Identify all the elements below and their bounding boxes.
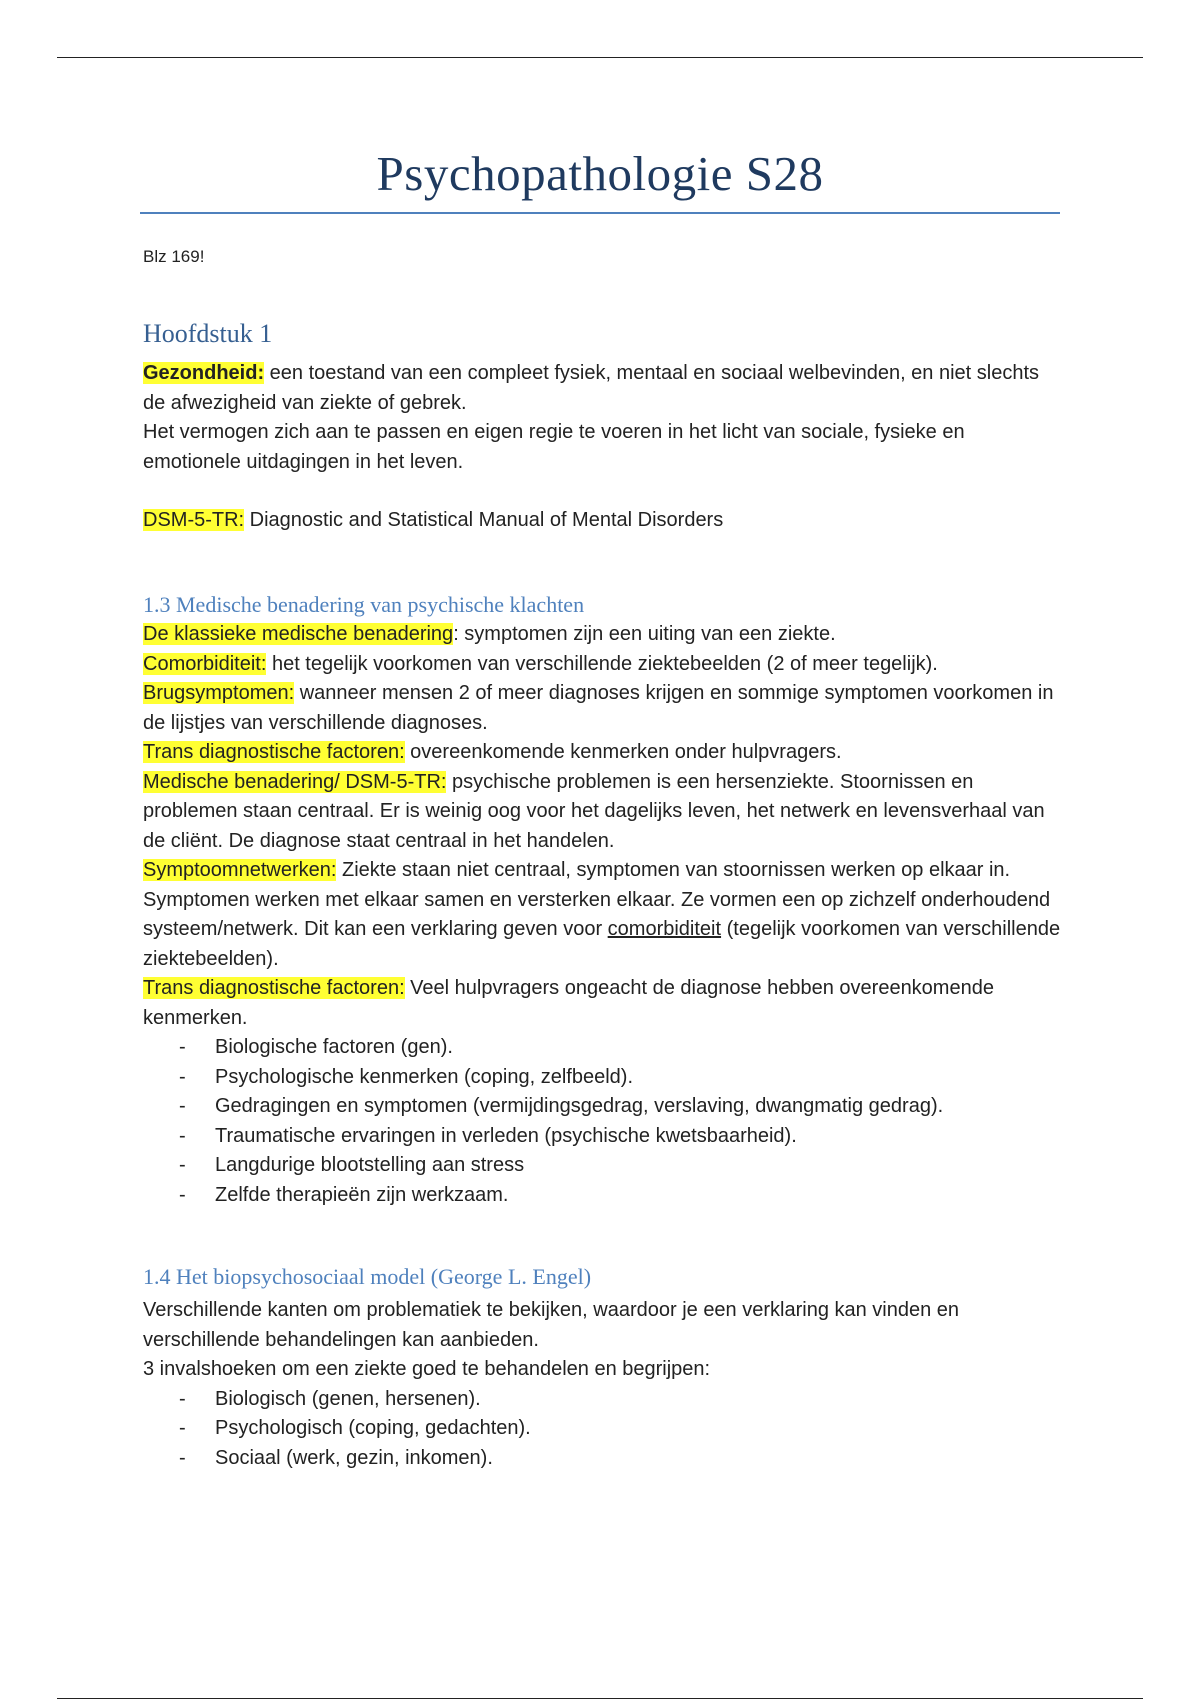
definition-item bbox=[143, 679, 1063, 738]
section-1-4-intro: Verschillende kanten om problematiek te bekijken, waardoor je een verklaring kan vinden en verschillende behandelingen kan aanbieden. bbox=[143, 1299, 960, 1351]
list-item bbox=[143, 1063, 1063, 1093]
gezondheid-term: Gezondheid: bbox=[143, 362, 265, 384]
list-item bbox=[143, 1092, 1063, 1122]
list-item-text: Gedragingen en symptomen (vermijdingsgedrag, verslaving, dwangmatig gedrag). bbox=[215, 1095, 944, 1117]
document-title: Psychopathologie S28 bbox=[376, 146, 824, 201]
gezondheid-paragraph bbox=[143, 359, 1063, 418]
bullet-dash: - bbox=[179, 1417, 186, 1439]
dsm-text: Diagnostic and Statistical Manual of Mental Disorders bbox=[244, 509, 724, 531]
definition-term: Comorbiditeit: bbox=[143, 652, 267, 675]
section-1-3 bbox=[143, 590, 1063, 1210]
list-item-text: Biologisch (genen, hersenen). bbox=[215, 1387, 481, 1410]
dsm-definition bbox=[143, 506, 1063, 536]
bullet-dash: - bbox=[179, 1183, 186, 1206]
section-1-4-lead: 3 invalshoeken om een ziekte goed te behandelen en begrijpen: bbox=[143, 1358, 711, 1380]
definition-text: overeenkomende kenmerken onder hulpvragers. bbox=[404, 741, 842, 763]
bullet-dash: - bbox=[179, 1065, 186, 1088]
bullet-dash: - bbox=[179, 1446, 186, 1469]
list-item-text: Traumatische ervaringen in verleden (psychische kwetsbaarheid). bbox=[215, 1124, 797, 1147]
list-item bbox=[143, 1033, 1063, 1063]
list-item-text: Psychologische kenmerken (coping, zelfbeeld). bbox=[215, 1065, 633, 1088]
bullet-dash: - bbox=[179, 1387, 186, 1410]
comorbiditeit-link-text: comorbiditeit bbox=[607, 918, 722, 940]
bullet-dash: - bbox=[179, 1124, 186, 1147]
definition-text: Veel hulpvragers ongeacht de diagnose hebben overeenkomende kenmerken. bbox=[143, 977, 994, 1029]
gezondheid-definition bbox=[143, 359, 1063, 477]
page-reference: Blz 169! bbox=[143, 247, 205, 266]
definition-term: Brugsymptomen: bbox=[143, 682, 295, 704]
definition-item bbox=[143, 768, 1063, 857]
gezondheid-alt-paragraph: Het vermogen zich aan te passen en eigen regie te voeren in het licht van sociale, fysieke en emotionele uitdagingen in het leven. bbox=[143, 421, 965, 473]
page-top-rule bbox=[57, 57, 1143, 58]
definition-term: De klassieke medische benadering bbox=[143, 623, 454, 645]
definition-text: psychische problemen is een hersenziekte. Stoornissen en problemen staan centraal. Er is weinig oog voor het dagelijks leven, het netwerk en levensverhaal van de cliënt. De diagnose staat centraal in het handelen. bbox=[143, 770, 1045, 852]
list-item-text: Zelfde therapieën zijn werkzaam. bbox=[215, 1183, 509, 1206]
dsm-term: DSM-5-TR: bbox=[143, 509, 245, 531]
list-item-text: Biologische factoren (gen). bbox=[215, 1036, 453, 1058]
definition-text: wanneer mensen 2 of meer diagnoses krijgen en sommige symptomen voorkomen in de lijstjes van verschillende diagnoses. bbox=[143, 682, 1054, 734]
definition-text: : symptomen zijn een uiting van een ziekte. bbox=[453, 623, 836, 645]
section-1-4-heading: 1.4 Het biopsychosociaal model (George L. Engel) bbox=[143, 1264, 592, 1289]
definition-text: Ziekte staan niet centraal, symptomen van stoornissen werken op elkaar in. Symptomen werken met elkaar samen en versterken elkaar. Ze vormen een op zichzelf onderhoudend systeem/netwerk. Dit kan een verklaring geven voor bbox=[143, 859, 1051, 940]
transdiagnostic-factor-list bbox=[143, 1033, 1063, 1210]
definition-term: Symptoomnetwerken: bbox=[143, 859, 337, 881]
section-1-4 bbox=[143, 1262, 1063, 1473]
list-item-text: Sociaal (werk, gezin, inkomen). bbox=[215, 1446, 493, 1469]
definition-text-after: (tegelijk voorkomen van verschillende ziektebeelden). bbox=[143, 918, 1061, 970]
definition-item bbox=[143, 856, 1063, 974]
definition-item bbox=[143, 738, 1063, 768]
definition-item bbox=[143, 650, 1063, 680]
definition-term: Trans diagnostische factoren: bbox=[143, 977, 405, 999]
definition-item bbox=[143, 620, 1063, 650]
section-1-3-heading: 1.3 Medische benadering van psychische klachten bbox=[143, 592, 585, 617]
gezondheid-text: een toestand van een compleet fysiek, mentaal en sociaal welbevinden, en niet slechts de afwezigheid van ziekte of gebrek. bbox=[143, 362, 1040, 414]
page-bottom-rule bbox=[57, 1698, 1143, 1699]
definition-term: Trans diagnostische factoren: bbox=[143, 741, 405, 763]
bullet-dash: - bbox=[179, 1095, 186, 1117]
dsm-paragraph bbox=[143, 506, 1063, 536]
definition-term: Medische benadering/ DSM-5-TR: bbox=[143, 770, 447, 793]
definition-text: het tegelijk voorkomen van verschillende ziektebeelden (2 of meer tegelijk). bbox=[266, 652, 938, 675]
list-item bbox=[143, 1122, 1063, 1152]
title-underline bbox=[140, 212, 1060, 214]
bullet-dash: - bbox=[179, 1154, 186, 1176]
list-item-text: Langdurige blootstelling aan stress bbox=[215, 1154, 525, 1176]
biopsychosocial-list bbox=[143, 1385, 1063, 1474]
chapter-heading: Hoofdstuk 1 bbox=[143, 319, 273, 348]
definition-item bbox=[143, 974, 1063, 1033]
list-item bbox=[143, 1414, 1063, 1444]
list-item-text: Psychologisch (coping, gedachten). bbox=[215, 1417, 531, 1439]
bullet-dash: - bbox=[179, 1036, 186, 1058]
list-item bbox=[143, 1444, 1063, 1474]
list-item bbox=[143, 1151, 1063, 1181]
list-item bbox=[143, 1385, 1063, 1415]
list-item bbox=[143, 1181, 1063, 1211]
